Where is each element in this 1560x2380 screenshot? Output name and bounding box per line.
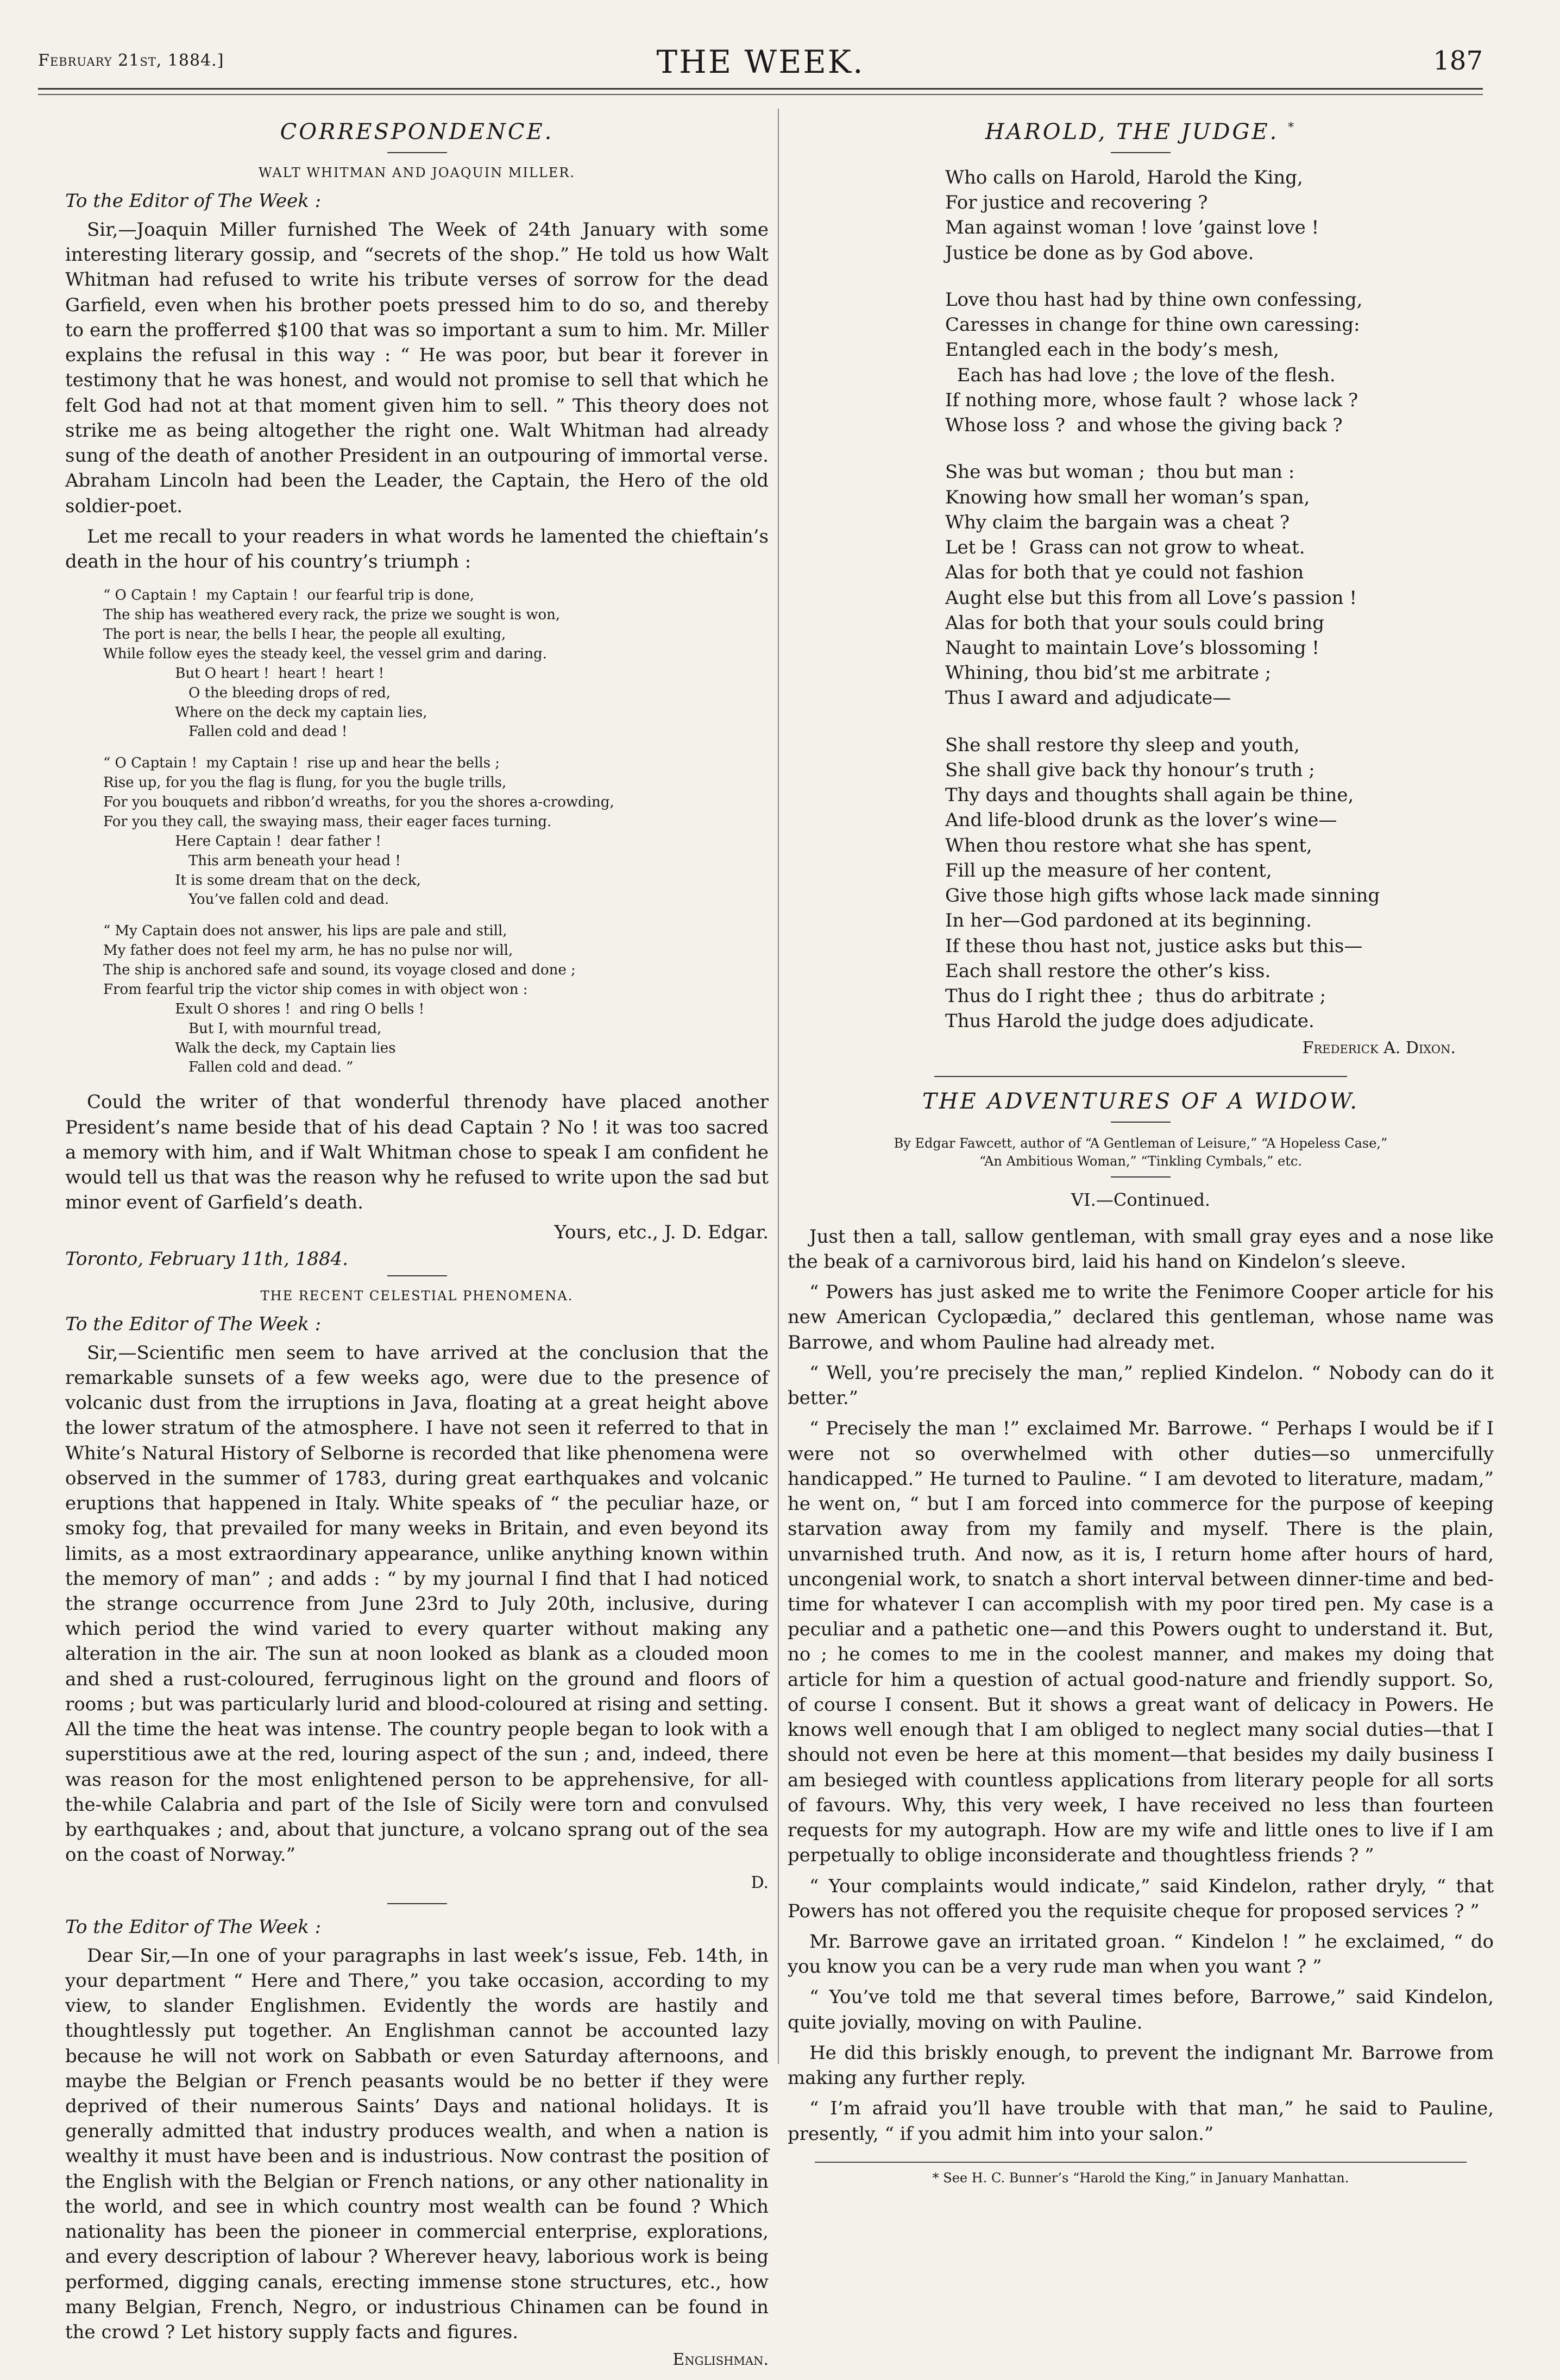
letter1-paragraph-1: Sir,—Joaquin Miller furnished The Week of 24th January with some interesting literary gossip, and “secrets of the shop.” He told us how Walt Whitman had refused to write his tribute verses of sorrow for the dead Garfield, even when his brother poets pressed him to do so, and thereby to earn the profferred $100 that was so important a sum to him. Mr. Miller explains the refusal in this way : “ He was poor, but bear it forever in testimony that he was honest, and would not promise to sell that which he felt God had not at that moment given him to sell. ” This theory does not strike me as being altogether the right one. Walt Whitman had already sung of the death of another President in an outpouring of immortal verse. Abraham Lincoln had been the Leader, the Captain, the Hero of the old soldier-poet. (65, 219, 769, 517)
divider (1111, 1176, 1171, 1178)
story-paragraph: “ Precisely the man !” exclaimed Mr. Barrowe. “ Perhaps I would be if I were not so overwhelmed with other duties—so unmercifully handicapped.” He turned to Pauline. “ I am devoted to literature, madam,” he went on, “ but I am forced into commerce for the purpose of keeping starvation away from my family and myself. There is the plain, unvarnished truth. And now, as it is, I return home after hours of hard, uncongenial work, to snatch a short interval between dinner-time and bed-time for whatever I can accomplish with my poor tired pen. My case is a peculiar and a pathetic one—and this Powers ought to understand it. But, no ; he comes to me in the coolest manner, and makes my doing that article for him a question of actual good-nature and friendly support. So, of course I consent. But it shows a great want of delicacy in Powers. He knows well enough that I am obliged to neglect many social duties—that I should not even be here at this moment—that besides my daily business I am besieged with countless applications from literary people for all sorts of favours. Why, this very week, I have received no less than fourteen requests for my autograph. How are my wife and little ones to live if I am perpetually to oblige inconsiderate and thoughtless friends ? ” (788, 1418, 1494, 1867)
poem-line: Fill up the measure of her content, (945, 859, 1272, 882)
verse-line: “ My Captain does not answer, his lips are pale and still, (103, 923, 507, 940)
letter1-paragraph-2: Let me recall to your readers in what words he lamented the chieftain’s death in the hour of his country’s triumph : (65, 525, 769, 573)
verse-line: Fallen cold and dead ! (103, 723, 348, 740)
story-paragraph: Just then a tall, sallow gentleman, with small gray eyes and a nose like the beak of a carnivorous bird, laid his hand on Kindelon’s sleeve. (788, 1225, 1494, 1273)
verse-line: You’ve fallen cold and dead. (103, 891, 389, 908)
poem-stanza-1 (945, 165, 1494, 266)
divider (387, 152, 447, 153)
poem-line: Aught else but this from all Love’s passion ! (945, 587, 1357, 609)
poem-line: Each has had love ; the love of the flesh. (945, 364, 1336, 386)
story-paragraph: “ Powers has just asked me to write the Fenimore Cooper article for his new American Cyclopædia,” declared this gentleman, whose name was Barrowe, and whom Pauline had already met. (788, 1281, 1494, 1353)
letter3-signature: Englishman. (672, 2350, 769, 2370)
poem-line: She shall restore thy sleep and youth, (945, 734, 1300, 756)
story-paragraph: He did this briskly enough, to prevent the indignant Mr. Barrowe from making any further reply. (788, 2042, 1494, 2089)
header-title: THE WEEK. (656, 43, 865, 80)
poem-harold-the-judge (945, 165, 1494, 1034)
poem-line: Each shall restore the other’s kiss. (945, 960, 1271, 982)
verse-line: But I, with mournful tread, (103, 1020, 382, 1037)
chapter-heading: VI.—Continued. (1071, 1189, 1211, 1210)
verse-line: O the bleeding drops of red, (103, 684, 391, 701)
header-rule (38, 88, 1483, 95)
poem-line: Why claim the bargain was a cheat ? (945, 511, 1290, 533)
poem-author: Frederick A. Dixon. (1302, 1038, 1456, 1057)
letter2-signature: D. (751, 1873, 769, 1892)
poem-line: For justice and recovering ? (945, 192, 1208, 214)
verse-line: Where on the deck my captain lies, (103, 704, 427, 721)
story-byline (788, 1135, 1494, 1171)
section-divider (934, 1076, 1347, 1077)
divider (1111, 152, 1171, 153)
quoted-stanza-3 (103, 922, 769, 1078)
poem-line: Whose loss ? and whose the giving back ? (945, 414, 1343, 437)
letter3-paragraph-1: Dear Sir,—In one of your paragraphs in last week’s issue, Feb. 14th, in your department “ Here and There,” you take occasion, according to my view, to slander Englishmen. Evidently the words are hastily and thoughtlessly put together. An Englishman cannot be accounted lazy because he will not work on Sabbath or even Saturday afternoons, and maybe the Belgian or French peasants would be no better if they were deprived of their numerous Saints’ Days and national holidays. It is generally admitted that industry produces wealth, and when a nation is wealthy it must have been and is industrious. Now contrast the position of the English with the Belgian or French nations, or any other nationality in the world, and see in which country most wealth can be found ? Which nationality has been the pioneer in commercial enterprise, explorations, and every description of labour ? Wherever heavy, laborious work is being performed, digging canals, erecting immense stone structures, etc., how many Belgian, French, Negro, or industrious Chinamen can be found in the crowd ? Let history supply facts and figures. (65, 1944, 769, 2344)
poem-line: Knowing how small her woman’s span, (945, 486, 1310, 508)
verse-line: “ O Captain ! my Captain ! rise up and hear the bells ; (103, 755, 500, 772)
letter2-subhead: THE RECENT CELESTIAL PHENOMENA. (260, 1288, 574, 1304)
poem-line: Justice be done as by God above. (945, 242, 1254, 264)
left-column (65, 109, 769, 2380)
verse-line: While follow eyes the steady keel, the vessel grim and daring. (103, 645, 547, 662)
verse-line: The ship has weathered every rack, the prize we sought is won, (103, 607, 561, 624)
letter2-salutation: To the Editor of The Week : (65, 1313, 322, 1335)
footnote: * See H. C. Bunner’s “Harold the King,” in January Manhattan. (932, 2170, 1349, 2186)
footnote-rule (815, 2162, 1467, 2163)
poem-line: Thus do I right thee ; thus do arbitrate ; (945, 985, 1326, 1008)
poem-title (788, 119, 1494, 144)
footnote-mark: * (1288, 121, 1297, 135)
poem-line: Thy days and thoughts shall again be thine, (945, 784, 1354, 807)
verse-line: This arm beneath your head ! (103, 852, 401, 869)
poem-line: Entangled each in the body’s mesh, (945, 339, 1279, 361)
poem-line: If these thou hast not, justice asks but this— (945, 935, 1363, 957)
verse-line: Fallen cold and dead. ” (103, 1059, 354, 1076)
poem-line: Love thou hast had by thine own confessing, (945, 288, 1363, 311)
divider (387, 1275, 447, 1276)
story-paragraph: “ Your complaints would indicate,” said Kindelon, rather dryly, “ that Powers has not offered you the requisite cheque for proposed services ? ” (788, 1875, 1494, 1922)
poem-line: Whining, thou bid’st me arbitrate ; (945, 662, 1272, 684)
verse-line: Rise up, for you the flag is flung, for you the bugle trills, (103, 775, 507, 791)
verse-line: For you they call, the swaying mass, their eager faces turning. (103, 813, 552, 830)
verse-line: Exult O shores ! and ring O bells ! (103, 1000, 425, 1017)
poem-line: And life-blood drunk as the lover’s wine— (945, 809, 1337, 832)
byline-line-2: “An Ambitious Woman,” “Tinkling Cymbals,” etc. (979, 1154, 1302, 1169)
poem-title-text: HAROLD, THE JUDGE. (985, 119, 1279, 144)
story-paragraph: “ You’ve told me that several times before, Barrowe,” said Kindelon, quite jovially, moving on with Pauline. (788, 1986, 1494, 2033)
poem-line: Man against woman ! love ’gainst love ! (945, 217, 1319, 239)
letter1-subhead: WALT WHITMAN AND JOAQUIN MILLER. (258, 165, 576, 180)
poem-stanza-2 (945, 287, 1494, 438)
poem-line: When thou restore what she has spent, (945, 834, 1312, 857)
right-column (788, 109, 1494, 2186)
verse-line: Walk the deck, my Captain lies (103, 1040, 396, 1056)
verse-line: For you bouquets and ribbon’d wreaths, for you the shores a-crowding, (103, 794, 614, 811)
poem-line: She was but woman ; thou but man : (945, 461, 1295, 483)
letter1-place-date: Toronto, February 11th, 1884. (65, 1248, 348, 1270)
letter1-salutation: To the Editor of The Week : (65, 190, 322, 212)
poem-line: Alas for both that your souls could bring (945, 612, 1324, 634)
story-paragraph: “ I’m afraid you’ll have trouble with that man,” he said to Pauline, presently, “ if you admit him into your salon.” (788, 2098, 1494, 2145)
letter3-salutation: To the Editor of The Week : (65, 1916, 322, 1938)
letter2-paragraph-1: Sir,—Scientific men seem to have arrived at the conclusion that the remarkable sunsets of a few weeks ago, were due to the presence of volcanic dust from the irruptions in Java, floating at a great height above the lower stratum of the atmosphere. I have not seen it referred to that in White’s Natural History of Selborne is recorded that like phenomena were observed in the summer of 1783, during great earthquakes and volcanic eruptions that happened in Italy. White speaks of “ the peculiar haze, or smoky fog, that prevailed for many weeks in Britain, and even beyond its limits, as a most extraordinary appearance, unlike anything known within the memory of man” ; and adds : “ by my journal I find that I had noticed the strange occurrence from June 23rd to July 20th, inclusive, during which period the wind varied to every quarter without making any alteration in the air. The sun at noon looked as blank as a clouded moon and shed a rust-coloured, ferruginous light on the ground and floors of rooms ; but was particularly lurid and blood-coloured at rising and setting. All the time the heat was intense. The country people began to look with a superstitious awe at the red, louring aspect of the sun ; and, indeed, there was reason for the most enlightened person to be apprehensive, for all-the-while Calabria and part of the Isle of Sicily were torn and convulsed by earthquakes ; and, about that juncture, a volcano sprang out of the sea on the coast of Norway.” (65, 1342, 769, 1866)
divider (387, 1903, 447, 1904)
quoted-stanza-2 (103, 754, 769, 910)
poem-line: She shall give back thy honour’s truth ; (945, 759, 1315, 781)
header-date: February 21st, 1884.] (38, 51, 224, 70)
poem-line: Thus Harold the judge does adjudicate. (945, 1010, 1314, 1032)
verse-line: It is some dream that on the deck, (103, 872, 421, 889)
verse-line: From fearful trip the victor ship comes in with object won : (103, 981, 528, 998)
verse-line: The port is near, the bells I hear, the people all exulting, (103, 626, 506, 643)
story-paragraph: Mr. Barrowe gave an irritated groan. “ Kindelon ! ” he exclaimed, “ do you know you can be a very rude man when you want ? ” (788, 1931, 1494, 1978)
poem-line: Alas for both that ye could not fashion (945, 562, 1304, 584)
column-divider (778, 109, 779, 2064)
poem-stanza-4 (945, 733, 1494, 1034)
verse-line: But O heart ! heart ! heart ! (103, 665, 385, 682)
byline-line-1: By Edgar Fawcett, author of “A Gentleman of Leisure,” “A Hopeless Case,” (894, 1135, 1388, 1151)
verse-line: My father does not feel my arm, he has no pulse nor will, (103, 942, 513, 959)
header-page-number: 187 (1433, 46, 1483, 76)
letter1-sign: Yours, etc., J. D. Edgar. (554, 1222, 769, 1244)
verse-line: “ O Captain ! my Captain ! our fearful trip is done, (103, 587, 475, 604)
poem-line: Let be ! Grass can not grow to wheat. (945, 537, 1305, 559)
quoted-stanza-1 (103, 586, 769, 742)
poem-line: If nothing more, whose fault ? whose lack ? (945, 389, 1358, 411)
story-title: THE ADVENTURES OF A WIDOW. (922, 1088, 1360, 1114)
poem-line: In her—God pardoned at its beginning. (945, 910, 1312, 932)
letter1-signature (65, 1220, 769, 1244)
poem-stanza-3 (945, 459, 1494, 710)
poem-line: Give those high gifts whose lack made sinning (945, 885, 1380, 907)
section-title-correspondence: CORRESPONDENCE. (280, 119, 554, 144)
divider (1111, 1122, 1171, 1123)
poem-line: Who calls on Harold, Harold the King, (945, 167, 1303, 188)
verse-line: The ship is anchored safe and sound, its voyage closed and done ; (103, 962, 576, 979)
poem-line: Thus I award and adjudicate— (945, 687, 1231, 709)
poem-line: Naught to maintain Love’s blossoming ! (945, 637, 1319, 659)
verse-line: Here Captain ! dear father ! (103, 833, 381, 849)
letter1-paragraph-3: Could the writer of that wonderful threnody have placed another President’s name beside that of his dead Captain ? No ! it was too sacred a memory with him, and if Walt Whitman chose to speak I am confident he would tell us that was the reason why he refused to write upon the sad but minor event of Garfield’s death. (65, 1091, 769, 1214)
page-header (38, 43, 1483, 81)
poem-line: Caresses in change for thine own caressing: (945, 314, 1360, 336)
story-paragraph: “ Well, you’re precisely the man,” replied Kindelon. “ Nobody can do it better.” (788, 1362, 1494, 1409)
